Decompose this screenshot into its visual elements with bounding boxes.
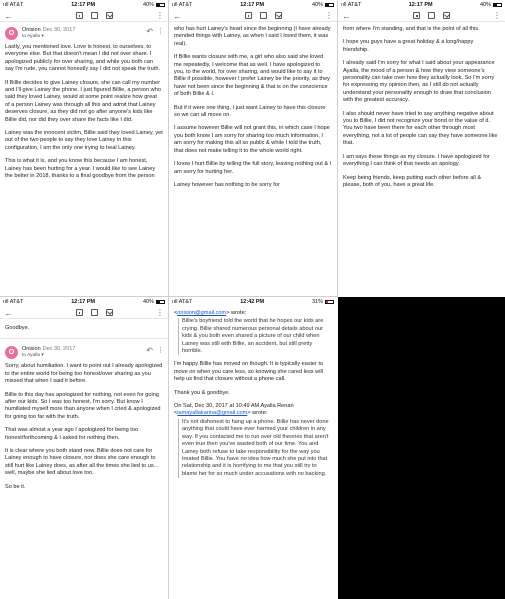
trash-icon[interactable] <box>428 12 435 19</box>
quoted-text: It's not dishonest to hang up a phone. Billie has never done anything that could have ever harmed your children in any way. If you contacted me to run over old theories that aren't even true then you've wasted both of our time. You and Lainey both refuse to take responsibility for the way you treated Billie. You have no idea how much she put into that relationship and it is horrifying to me that you still try to blame her for so much under accusations with no backing. <box>178 419 332 478</box>
archive-icon[interactable] <box>76 309 83 316</box>
paragraph: This is what it is, and you know this because I am honest, Lainey has been hurting for a year. I would like to see Lainey the better in 2018, thanks to a final goodbye from the person <box>5 158 156 180</box>
archive-icon[interactable] <box>245 12 252 19</box>
status-right <box>143 2 165 8</box>
battery-icon <box>325 300 334 304</box>
avatar: O <box>5 346 18 359</box>
quoted-text: Billie's boyfriend told the world that he hopes our kids are crying. Billie shared numerous personal details about our kids & you both even shared a picture of our child when Lainey was still with Billie, an accident, but still pretty horrible. <box>178 318 332 355</box>
clock-label: 12:17 PM <box>71 299 96 305</box>
message-body <box>0 361 168 491</box>
status-bar <box>169 297 337 307</box>
paragraph: Lainey was the innocent victim, Billie said they loved Lainey, yet out of the two people to say they love Lainey in this configuration, I am the only one trying to heal Lainey. <box>5 130 163 151</box>
quote-attribution <box>174 403 332 418</box>
paragraph: I'm happy Billie has moved on though. It is typically easier to move on when you care less, so knowing she cared less will help us find that closure without a phone call. <box>174 361 324 383</box>
overflow-menu-icon[interactable]: ⋮ <box>493 11 501 20</box>
paragraph: But if it were one thing, I just want Lainey to have this closure so we can all move on. <box>174 104 326 119</box>
clock-label: 12:17 PM <box>240 2 265 8</box>
status-right <box>312 299 334 305</box>
status-right <box>312 2 334 8</box>
pane-divider <box>168 0 169 599</box>
carrier-label: ııll AT&T <box>3 2 24 8</box>
mark-unread-icon[interactable] <box>275 12 282 19</box>
carrier-label: ııll AT&T <box>172 2 193 8</box>
mark-unread-icon[interactable] <box>106 309 113 316</box>
email-pane-3 <box>338 0 505 296</box>
paragraph: I also should never have tried to say anything negative about you to Billie, I did not recognize your bond or the value of it. You two have been there for each other through most everything, not a lot of people can say they have someone like that. <box>343 110 498 147</box>
status-bar <box>0 0 168 10</box>
clock-label: 12:17 PM <box>71 2 96 8</box>
overflow-menu-icon[interactable]: ⋮ <box>325 11 333 20</box>
email-toolbar <box>169 10 337 22</box>
quote-attribution: <onision@gmail.com> wrote: <box>174 310 247 316</box>
pane-divider <box>337 0 338 297</box>
paragraph: Billie to this day has apologized for nothing, not even for going after our kids. So I was too honest, I'm sorry. But know I humiliated myself more than anyone when I cried & apologized for going too far with the truth. <box>5 391 161 420</box>
paragraph: So be it. <box>5 483 26 490</box>
message-header: O Onision Dec 30, 2017 to Ayalla ▾ ↶ ⋮ <box>0 22 168 42</box>
quote-attribution-prefix: On Sat, Dec 30, 2017 at 10:49 AM Ayalla Renan < <box>174 403 294 417</box>
battery-icon <box>325 3 334 7</box>
battery-percent: 40% <box>479 2 491 8</box>
quote-attribution-suffix: > wrote: <box>247 410 268 417</box>
message-menu-icon[interactable]: ⋮ <box>157 347 164 355</box>
message-body <box>169 307 337 478</box>
paragraph: Sorry, about humiliation. I want to point out I already apologized to the entire world for being too honest/over sharing as you missed that when I said it before. <box>5 363 163 385</box>
paragraph: from where I'm standing, and that is the point of all this. <box>343 26 480 32</box>
paragraph: I hope you guys have a great holiday & a long/happy friendship. <box>343 39 474 53</box>
trash-icon[interactable] <box>91 309 98 316</box>
message-body <box>338 22 505 189</box>
battery-icon <box>493 3 502 7</box>
message-body <box>0 42 168 181</box>
status-right <box>143 299 165 305</box>
clock-label: 12:42 PM <box>240 299 265 305</box>
email-toolbar <box>0 307 168 319</box>
battery-icon <box>156 300 165 304</box>
email-pane-5 <box>169 297 337 599</box>
sender-email-link[interactable]: onision@gmail.com <box>177 310 227 316</box>
message-date: Dec 30, 2017 <box>42 346 76 353</box>
email-pane-4 <box>0 297 168 599</box>
status-bar <box>338 0 505 10</box>
trash-icon[interactable] <box>91 12 98 19</box>
status-bar <box>169 0 337 10</box>
back-arrow-icon[interactable]: ← <box>4 307 13 318</box>
battery-percent: 40% <box>142 2 154 8</box>
pane-divider <box>0 296 338 297</box>
email-pane-2 <box>169 0 337 296</box>
sender-name: Onision <box>22 346 41 353</box>
paragraph: If Billie wants closure with me, a girl who also said she loved me repeatedly, I welcome that as well. I have apologized to you, to the world, for over sharing, and would like to say it to Billie if possible, however I prefer Lainey be the priority, as they have not been since the beginning & that is on the conscience of both Billie & I. <box>174 54 330 98</box>
email-toolbar <box>338 10 505 22</box>
clock-label: 12:17 PM <box>408 2 433 8</box>
status-right <box>480 2 502 8</box>
paragraph: I know I hurt Billie by telling the full story, leaving nothing out & I am sorry for hurting her. <box>174 161 332 175</box>
paragraph: That was almost a year ago I apologized for being too honest/forthcoming & I asked for nothing then. <box>5 427 139 441</box>
recipient-label[interactable]: to Ayalla <box>22 34 41 39</box>
battery-percent: 31% <box>311 299 323 305</box>
mark-unread-icon[interactable] <box>106 12 113 19</box>
archive-icon[interactable] <box>413 12 420 19</box>
carrier-label: ııll AT&T <box>172 299 193 305</box>
battery-percent: 40% <box>142 299 154 305</box>
paragraph: Lastly, you mentioned love. Love is honest, to ourselves, to everyone else. But that doesn't mean I did not over share. I apologized publicly for over sharing, and while you both can say I'm rude, you cannot honestly say I did not speak the truth. <box>5 44 160 73</box>
back-arrow-icon[interactable]: ← <box>342 10 351 21</box>
previous-message-tail <box>0 319 168 332</box>
sender-name: Onision <box>22 27 41 33</box>
paragraph: Keep being friends, keep putting each other before all & please, both of you, have a great life. <box>343 174 482 188</box>
message-date: Dec 30, 2017 <box>42 27 76 33</box>
archive-icon[interactable] <box>76 12 83 19</box>
battery-percent: 40% <box>311 2 323 8</box>
paragraph: Thank you & goodbye. <box>174 389 230 396</box>
mark-unread-icon[interactable] <box>443 12 450 19</box>
paragraph: Lainey however has nothing to be sorry for <box>174 181 280 188</box>
paragraph: I am says these things as my closure. I have apologized for everything I can think of that needs an apology. <box>343 153 490 168</box>
email-pane-1 <box>0 0 168 296</box>
email-toolbar <box>0 10 168 22</box>
paragraph: who has hurt Lainey's heart since the beginning (I have already mended things with Lainey, as when I said I loved them, it was real). <box>174 26 331 47</box>
paragraph: Goodbye. <box>5 325 30 331</box>
empty-black-pane <box>338 297 505 599</box>
paragraph: I assume however Billie will not grant this, in which case I hope you both know I am sorry for sharing too much information, I am sorry for making this all so public & while I told the truth, that does not make telling it to the whole world right. <box>174 125 330 154</box>
paragraph: I already said I'm sorry for what I said about your appearance Ayalla, the mood of a person & how they view someone's personality can take over how they actually look. So I'm sorry for expressing my opinion then, as I still do not actually understand your personality enough to draw that conclusion with the greatest accuracy. <box>343 60 495 104</box>
back-arrow-icon[interactable]: ← <box>173 10 182 21</box>
battery-icon <box>156 3 165 7</box>
overflow-menu-icon[interactable]: ⋮ <box>156 11 164 20</box>
trash-icon[interactable] <box>260 12 267 19</box>
message-body <box>169 22 337 189</box>
overflow-menu-icon[interactable]: ⋮ <box>156 308 164 317</box>
carrier-label: ııll AT&T <box>3 299 24 305</box>
reply-icon[interactable]: ↶ <box>146 27 153 36</box>
recipient-label[interactable]: to Ayalla <box>22 353 41 359</box>
paragraph: It is clear where you both stand now. Billie does not care for Lainey enough to have closure, nor does she care enough to still hurt like Lainey does, as after all the times she lied to us... well, maybe she lied about love too. <box>5 448 159 477</box>
message-menu-icon[interactable]: ⋮ <box>157 28 164 35</box>
status-bar <box>0 297 168 307</box>
reply-icon[interactable]: ↶ <box>146 346 153 356</box>
back-arrow-icon[interactable]: ← <box>4 10 13 21</box>
quote-attribution-suffix: > wrote: <box>226 310 247 316</box>
carrier-label: ııll AT&T <box>341 2 362 8</box>
avatar: O <box>5 27 18 40</box>
sender-email-link[interactable]: iamayallakarina@gmail.com <box>177 410 248 417</box>
message-header: O Onision Dec 30, 2017 to Ayalla ▾ ↶ ⋮ <box>0 338 168 361</box>
paragraph: If Billie decides to give Lainey closure, she can call my number and I'll give Lainey the phone. I just figured Billie, a person who said they loved Lainey, would at some point realize how great of a person Lainey was through all this and admit that Lainey deserves closure, as they did not go after anyone's kids like Billie did, nor did they over share the facts like I did. <box>5 79 161 123</box>
